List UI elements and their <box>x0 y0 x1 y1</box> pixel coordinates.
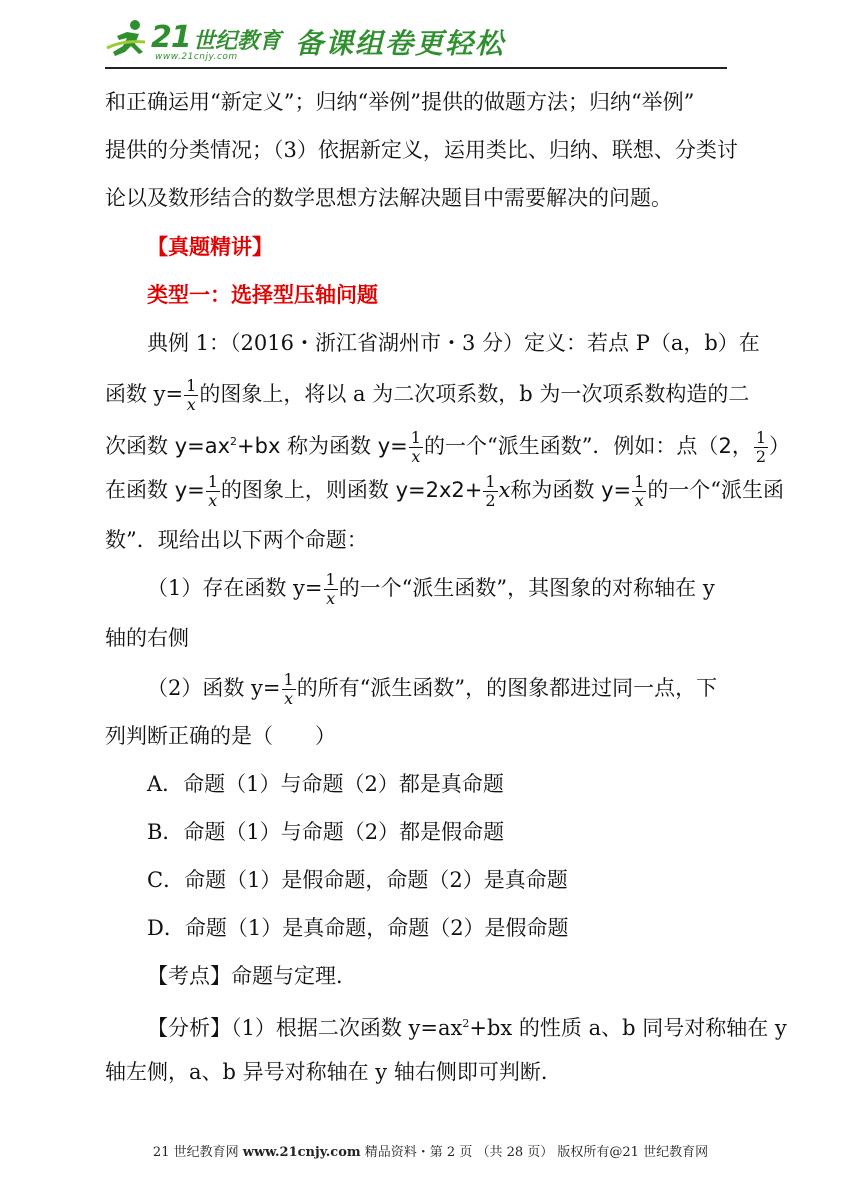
example-line: 在函数 y= $\frac{1}{x}$ 的图象上，则函数 y=2x2+ $\frac{1}{2}$ x称为函数 y= $\frac{1}{x}$ 的一个“派生函 <box>105 472 785 510</box>
footer-url[interactable]: www.21cnjy.com <box>242 1145 361 1160</box>
logo-url: www.21cnjy.com <box>155 52 238 62</box>
fenxi-line-cont: 轴左侧，a、b 异号对称轴在 y 轴右侧即可判断． <box>105 1060 562 1084</box>
proposition-1-cont: 轴的右侧 <box>105 626 189 650</box>
fraction-1-over-x: $\frac{1}{x}$ <box>283 670 294 708</box>
example-line: 函数 y= $\frac{1}{x}$ 的图象上，将以 a 为二次项系数，b 为一次项系数构造的二 <box>105 376 750 414</box>
fraction-1-over-x: $\frac{1}{x}$ <box>186 376 197 414</box>
type-title: 类型一：选择型压轴问题 <box>147 282 378 307</box>
proposition-1: （1）存在函数 y= $\frac{1}{x}$ 的一个“派生函数”，其图象的对称轴在 y <box>147 570 715 608</box>
page-header <box>105 14 727 72</box>
footer-info: 精品资料・第 2 页 （共 28 页） 版权所有@21 世纪教育网 <box>364 1145 709 1160</box>
proposition-2-cont: 列判断正确的是（ ） <box>105 724 336 748</box>
fraction-1-over-x: $\frac{1}{x}$ <box>634 472 645 510</box>
kaodian-line: 【考点】命题与定理． <box>147 964 357 988</box>
footer-site: 21 世纪教育网 <box>152 1145 239 1160</box>
example-line: 数”．现给出以下两个命题： <box>105 528 368 552</box>
example-line: 典例 1：（2016・浙江省湖州市・3 分）定义：若点 P（a，b）在 <box>147 331 760 355</box>
example-line: 次函数 $y=ax^2+bx$ 称为函数 y= $\frac{1}{x}$ 的一个“派生函数”．例如：点（2， $\frac{1}{2}$ ） <box>105 428 790 466</box>
fraction-1-over-x: $\frac{1}{x}$ <box>325 570 336 608</box>
fraction-1-over-2: $\frac{1}{2}$ <box>485 472 496 510</box>
option-a: A．命题（1）与命题（2）都是真命题 <box>147 772 504 796</box>
text-line: 和正确运用“新定义”；归纳“举例”提供的做题方法；归纳“举例” <box>105 90 695 114</box>
text-line: 提供的分类情况；（3）依据新定义，运用类比、归纳、联想、分类讨 <box>105 138 738 162</box>
proposition-2: （2）函数 y= $\frac{1}{x}$ 的所有“派生函数”，的图象都进过同一点，下 <box>147 670 718 708</box>
fenxi-line: 【分析】（1）根据二次函数 $y=ax^2+bx$ 的性质 a、b 同号对称轴在 y <box>147 1016 787 1040</box>
fraction-1-over-x: $\frac{1}{x}$ <box>207 472 218 510</box>
option-b: B．命题（1）与命题（2）都是假命题 <box>147 820 505 844</box>
fraction-1-over-2: $\frac{1}{2}$ <box>755 428 766 466</box>
runner-logo-icon <box>105 18 151 62</box>
option-d: D．命题（1）是真命题，命题（2）是假命题 <box>147 916 569 940</box>
fraction-1-over-x: $\frac{1}{x}$ <box>410 428 421 466</box>
logo-text: 世纪教育 <box>193 29 282 54</box>
section-title: 【真题精讲】 <box>147 234 273 259</box>
header-divider <box>105 67 727 69</box>
header-slogan: 备课组卷更轻松 <box>295 27 506 60</box>
logo-number: 21 <box>151 20 191 55</box>
page-footer <box>0 1141 861 1160</box>
option-c: C．命题（1）是假命题，命题（2）是真命题 <box>147 868 568 892</box>
text-line: 论以及数形结合的数学思想方法解决题目中需要解决的问题。 <box>105 186 672 210</box>
